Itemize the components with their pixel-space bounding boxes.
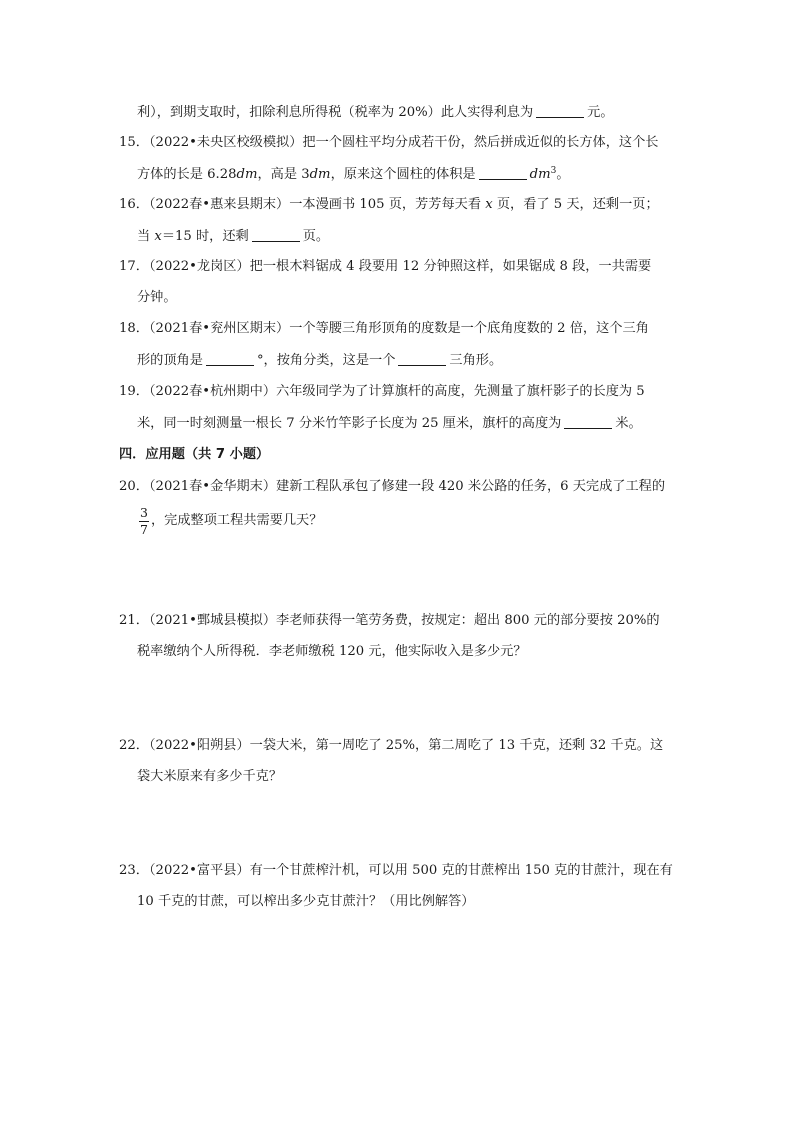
q15-text-2b: ，高是 3 [257,167,310,182]
q18-text-2b: °，按角分类，这是一个 [256,353,396,368]
q23-text-1: 23．（2022•富平县）有一个甘蔗榨汁机，可以用 500 克的甘蔗榨出 150 克的甘蔗汁，现在有 [119,863,673,878]
q18-line-2 [137,351,502,370]
q21-text-2: 税率缴纳个人所得税．李老师缴税 120 元，他实际收入是多少元？ [137,644,527,659]
q15-unit-dm-3: dm [529,167,551,182]
q22-line-1 [119,737,663,755]
q19-text-2a: 米，同一时刻测量一根长 7 分米竹竿影子长度为 25 厘米，旗杆的高度为 [137,416,562,431]
q17-text-1: 17．（2022•龙岗区）把一根木料锯成 4 段要用 12 分钟照这样，如果锯成 8 段，一共需要 [119,259,652,274]
q21-line-2 [137,643,527,661]
q21-text-1: 21．（2021•鄄城县模拟）李老师获得一笔劳务费，按规定：超出 800 元的部分要按 20%的 [119,613,660,628]
q14-answer-blank[interactable] [536,103,584,118]
q14-line-1 [137,103,614,122]
q17-text-2: 分钟。 [137,290,177,305]
q15-text-2c: ，原来这个圆柱的体积是 [330,167,476,182]
section-heading: 四．应用题（共 7 小题） [119,447,270,462]
q19-line-1 [119,383,645,401]
q16-var-x: x [485,197,493,212]
q18-end: 三角形。 [449,353,503,368]
q18-answer-blank-2[interactable] [398,351,446,366]
q16-line-2 [137,227,329,246]
q19-line-2 [137,414,642,433]
q19-text-1: 19．（2022春•杭州期中）六年级同学为了计算旗杆的高度，先测量了旗杆影子的长度为 5 [119,384,645,399]
q16-text-1a: 16．（2022春•惠来县期末）一本漫画书 105 页，芳芳每天看 [119,197,486,212]
q15-unit-sup: 3 [550,166,557,176]
q18-line-1 [119,320,649,338]
q16-end: 页。 [302,229,330,244]
q21-line-1 [119,612,660,630]
fraction-denominator: 7 [140,522,148,537]
q15-text-2a: 方体的长是 6.28 [137,167,237,182]
q22-line-2 [137,768,282,786]
q14-text: 利），到期支取时，扣除利息所得税（税率为 20%）此人实得利息为 [137,105,534,120]
q19-answer-blank[interactable] [564,414,612,429]
q16-var-x-2: x [154,229,162,244]
q17-line-1 [119,258,651,276]
q20-text-2: ，完成整项工程共需要几天？ [151,513,323,528]
q15-text-1: 15．（2022•未央区校级模拟）把一个圆柱平均分成若干份，然后拼成近似的长方体，这个长 [119,135,659,150]
q22-text-2: 袋大米原来有多少千克？ [137,769,283,784]
q20-text-1: 20．（2021春•金华期末）建新工程队承包了修建一段 420 米公路的任务，6 天完成了工程的 [119,479,666,494]
q15-unit-dm-1: dm [236,167,258,182]
q15-line-2 [137,165,570,184]
q23-line-2 [137,893,474,911]
q16-text-1b: 页，看了 5 天，还剩一页； [492,197,659,212]
q15-answer-blank[interactable] [479,165,527,180]
q23-line-1 [119,862,673,880]
q22-text-1: 22．（2022•阳朔县）一袋大米，第一周吃了 25%，第二周吃了 13 千克，还剩 32 千克。这 [119,738,664,753]
q19-end: 米。 [615,416,642,431]
q20-line-2 [151,512,322,530]
q14-end: 元。 [587,105,614,120]
q18-text-2a: 形的顶角是 [137,353,203,368]
q23-text-2: 10 千克的甘蔗，可以榨出多少克甘蔗汁？（用比例解答） [137,894,475,909]
q15-unit-dm-2: dm [309,167,331,182]
q16-line-1 [119,196,659,214]
q17-line-2 [137,289,177,307]
q20-fraction [139,506,149,537]
q16-answer-blank[interactable] [252,227,300,242]
q20-line-1 [119,478,665,496]
q15-end: 。 [556,167,570,182]
q15-line-1 [119,134,658,152]
q16-text-2a: 当 [137,229,155,244]
q16-text-2b: ＝15 时，还剩 [161,229,249,244]
q18-answer-blank-1[interactable] [206,351,254,366]
q18-text-1: 18．（2021春•兖州区期末）一个等腰三角形顶角的度数是一个底角度数的 2 倍，这个三角 [119,321,649,336]
fraction-numerator: 3 [140,505,148,520]
